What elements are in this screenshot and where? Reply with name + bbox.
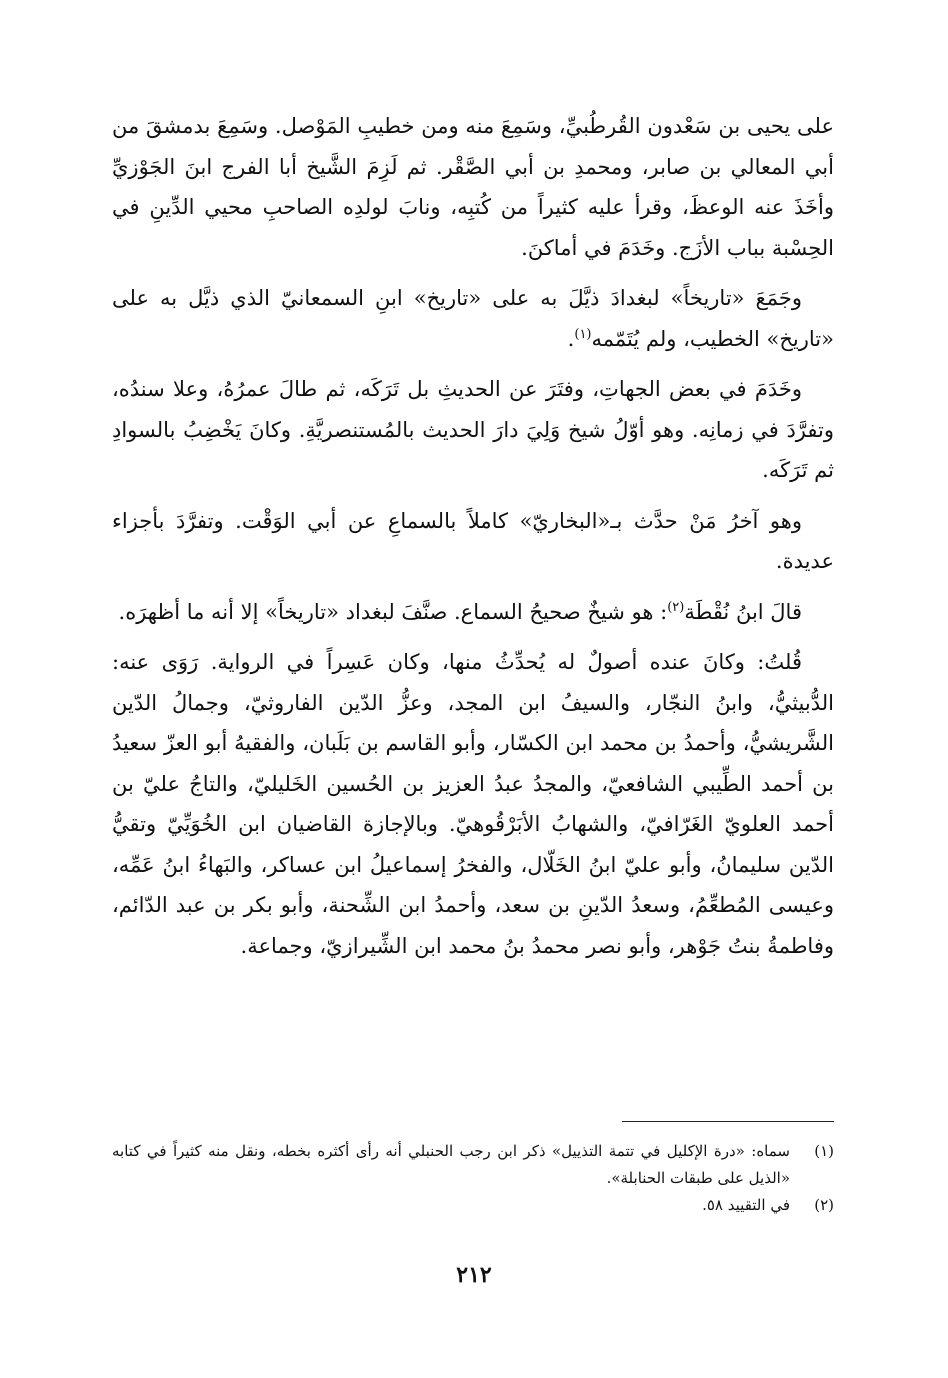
footnote-2 bbox=[112, 1192, 834, 1219]
paragraph-6-text: قُلتُ: وكانَ عنده أصولٌ له يُحدِّثُ منها، وكان عَسِراً في الرواية. رَوَى عنه: الدُّبيثيُّ، وابنُ النجّار، والسيفُ ابن المجد، وعزُّ الدّين الفاروثيّ، وجمالُ الدّين الشَّريشيُّ، وأحمدُ بن محمد ابن الكسّار، وأبو القاسم بن بَلَبان، والفقيهُ أبو العزّ سعيدُ بن أحمد الطِّيبي الشافعيّ، والمجدُ عبدُ العزيز بن الحُسين الخَليليّ، والتاجُ عليّ بن أحمد العلويّ الغَرّافيّ، والشهابُ الأبَرْقُوهيّ. وبالإجازة القاضيان ابن الخُوَيِّيّ وتقيُّ الدّين سليمانُ، وأبو عليّ ابنُ الخَلّال، والفخرُ إسماعيلُ ابن عساكر، والبَهاءُ ابنُ عَمِّه، وعيسى المُطعِّمُ، وسعدُ الدّينِ بن سعد، وأحمدُ ابن الشِّحنة، وأبو بكر بن عبد الدّائم، وفاطمةُ بنتُ جَوْهر، وأبو نصر محمدُ بنُ محمد ابن الشِّيرازيّ، وجماعة. bbox=[112, 650, 834, 958]
page-number: ٢١٢ bbox=[456, 1262, 492, 1288]
paragraph-3 bbox=[112, 369, 834, 491]
footnotes bbox=[112, 1138, 834, 1219]
paragraph-6 bbox=[112, 642, 834, 966]
footnote-ref-2[interactable]: (٢) bbox=[667, 599, 685, 615]
paragraph-1 bbox=[112, 106, 834, 268]
paragraph-4-text: وهو آخرُ مَنْ حدَّث بـ«البخاريّ» كاملاً بالسماعِ عن أبي الوَقْت. وتفرَّدَ بأجزاء عديدة. bbox=[112, 508, 834, 573]
paragraph-2-text: وجَمَعَ «تاريخاً» لبغدادَ ذيَّلَ به على «تاريخ» ابنِ السمعانيّ الذي ذيَّل به على «تاريخ» الخطيب، ولم يُتَمّمه bbox=[112, 286, 834, 351]
paragraph-3-text: وخَدَمَ في بعض الجهاتِ، وفتَرَ عن الحديثِ بل تَرَكَه، ثم طالَ عمرُهُ، وعلا سندُه، وتفرَّدَ في زمانِه. وهو أوّلُ شيخ وَلِيَ دارَ الحديث بالمُستنصريَّةِ. وكانَ يَخْضِبُ بالسوادِ ثم تَرَكَه. bbox=[112, 377, 834, 482]
paragraph-5-start: قالَ ابنُ نُقْطَة bbox=[684, 599, 802, 624]
paragraph-2-end: . bbox=[567, 326, 575, 351]
footnote-1-number: (١) bbox=[814, 1142, 834, 1160]
footnote-1 bbox=[112, 1138, 834, 1192]
paragraph-5 bbox=[112, 592, 834, 633]
footnote-separator bbox=[622, 1121, 834, 1122]
paragraph-2 bbox=[112, 278, 834, 359]
paragraph-5-text: : هو شيخٌ صحيحُ السماع. صنَّفَ لبغداد «تاريخاً» إلا أنه ما أظهرَه. bbox=[118, 599, 668, 624]
footnote-2-number: (٢) bbox=[814, 1196, 834, 1214]
footnote-2-text: في التقييد ٥٨. bbox=[702, 1196, 790, 1214]
paragraph-4 bbox=[112, 501, 834, 582]
footnote-ref-1[interactable]: (١) bbox=[574, 326, 592, 342]
footnote-1-text: سماه: «درة الإكليل في تتمة التذييل» ذكر ابن رجب الحنبلي أنه رأى أكثره بخطه، ونقل منه كثيراً في كتابه «الذيل على طبقات الحنابلة». bbox=[112, 1142, 790, 1187]
paragraph-1-text: على يحيى بن سَعْدون القُرطُبيِّ، وسَمِعَ منه ومن خطيبِ المَوْصل. وسَمِعَ بدمشقَ من أبي المعالي بن صابر، ومحمدِ بن أبي الصَّقْر. ثم لَزِمَ الشَّيخ أبا الفرج ابنَ الجَوْزيِّ وأخَذَ عنه الوعظَ، وقرأ عليه كثيراً من كُتبِه، ونابَ لولدِه الصاحبِ محيي الدِّينِ في الحِسْبة بباب الأزَج. وخَدَمَ في أماكنَ. bbox=[112, 114, 834, 260]
main-text bbox=[112, 106, 834, 976]
